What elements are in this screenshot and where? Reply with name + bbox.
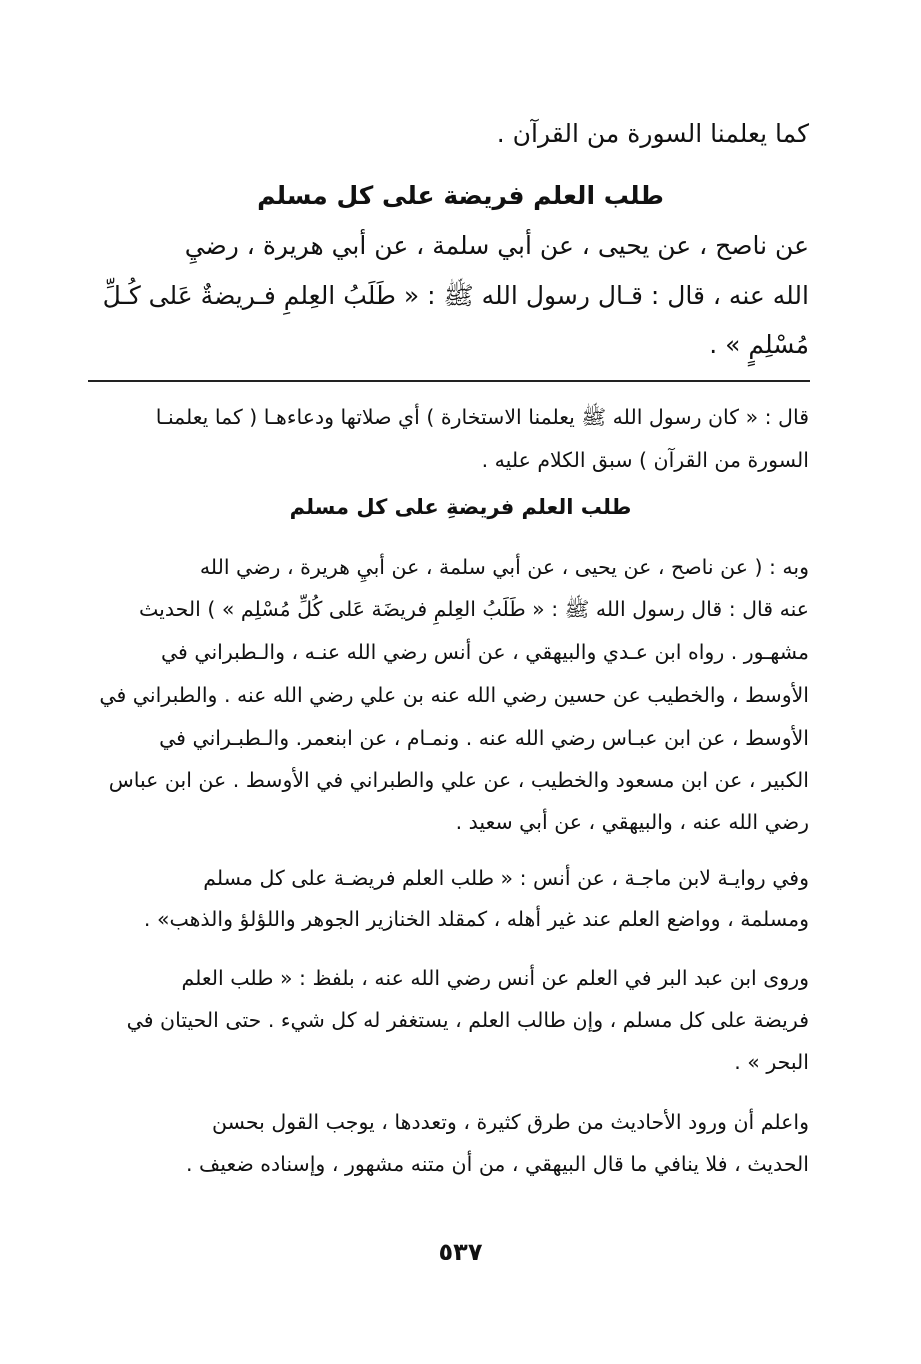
paragraph1-line-1: وبه : ( عن ناصح ، عن يحيى ، عن أبي سلمة ، عن أبيِ هريرة ، رضي الله [199,555,809,579]
main-hadith-line-3: مُسْلِمٍ » . [709,330,809,359]
commentary-intro-line-1: قال : « كان رسول الله ﷺ يعلمنا الاستخارة ) أي صلاتها ودعاءهـا ( كما يعلمنـا [155,405,809,429]
main-hadith-line-2: الله عنه ، قال : قـال رسول الله ﷺ : « طَلَبُ العِلمِ فـريضةٌ عَلى كُـلِّ [102,281,809,310]
page-number: ٥٣٧ [438,1238,483,1266]
commentary-intro-line-2: السورة من القرآن ) سبق الكلام عليه . [481,448,809,472]
paragraph1-line-6: الكبير ، عن ابن مسعود والخطيب ، عن علي والطبراني في الأوسط . عن ابن عباس [108,768,809,792]
paragraph4-line-1: واعلم أن ورود الأحاديث من طرق كثيرة ، وتعددها ، يوجب القول بحسن [211,1110,809,1134]
main-hadith-line-1: عن ناصح ، عن يحيى ، عن أبي سلمة ، عن أبي هريرة ، رضيِ [184,231,809,260]
paragraph2-line-1: وفي روايـة لابن ماجـة ، عن أنس : « طلب العلم فريضـة على كل مسلم [203,866,809,890]
paragraph3-line-3: البحر » . [734,1050,809,1074]
commentary-heading: طلب العلم فريضةِ على كل مسلم [289,495,632,519]
paragraph1-line-2: عنه قال : قال رسول الله ﷺ : « طَلَبُ العِلمِ فريضَة عَلى كُلِّ مُسْلِم » ) الحديث [139,597,809,621]
paragraph3-line-1: وروى ابن عبد البر في العلم عن أنس رضي الله عنه ، بلفظ : « طلب العلم [181,966,809,990]
footnote-divider [88,380,810,382]
paragraph2-line-2: ومسلمة ، وواضع العلم عند غير أهله ، كمقلد الخنازير الجوهر واللؤلؤ والذهب» . [143,907,809,931]
paragraph3-line-2: فريضة على كل مسلم ، وإن طالب العلم ، يستغفر له كل شيء . حتى الحيتان في [126,1008,809,1032]
paragraph1-line-5: الأوسط ، عن ابن عبـاس رضي الله عنه . ونمـام ، عن ابنعمر. والـطبـراني في [159,726,809,750]
main-heading: طلب العلم فريضة على كل مسلم [257,181,664,210]
paragraph1-line-4: الأوسط ، والخطيب عن حسين رضي الله عنه بن علي رضي الله عنه . والطبراني في [99,683,809,707]
paragraph4-line-2: الحديث ، فلا ينافي ما قال البيهقي ، من أن متنه مشهور ، وإسناده ضعيف . [186,1152,809,1176]
paragraph1-line-7: رضي الله عنه ، والبيهقي ، عن أبي سعيد . [455,810,809,834]
paragraph1-line-3: مشهـور . رواه ابن عـدي والبيهقي ، عن أنس رضي الله عنـه ، والـطبراني في [160,640,809,664]
main-top-line: كما يعلمنا السورة من القرآن . [496,119,809,148]
